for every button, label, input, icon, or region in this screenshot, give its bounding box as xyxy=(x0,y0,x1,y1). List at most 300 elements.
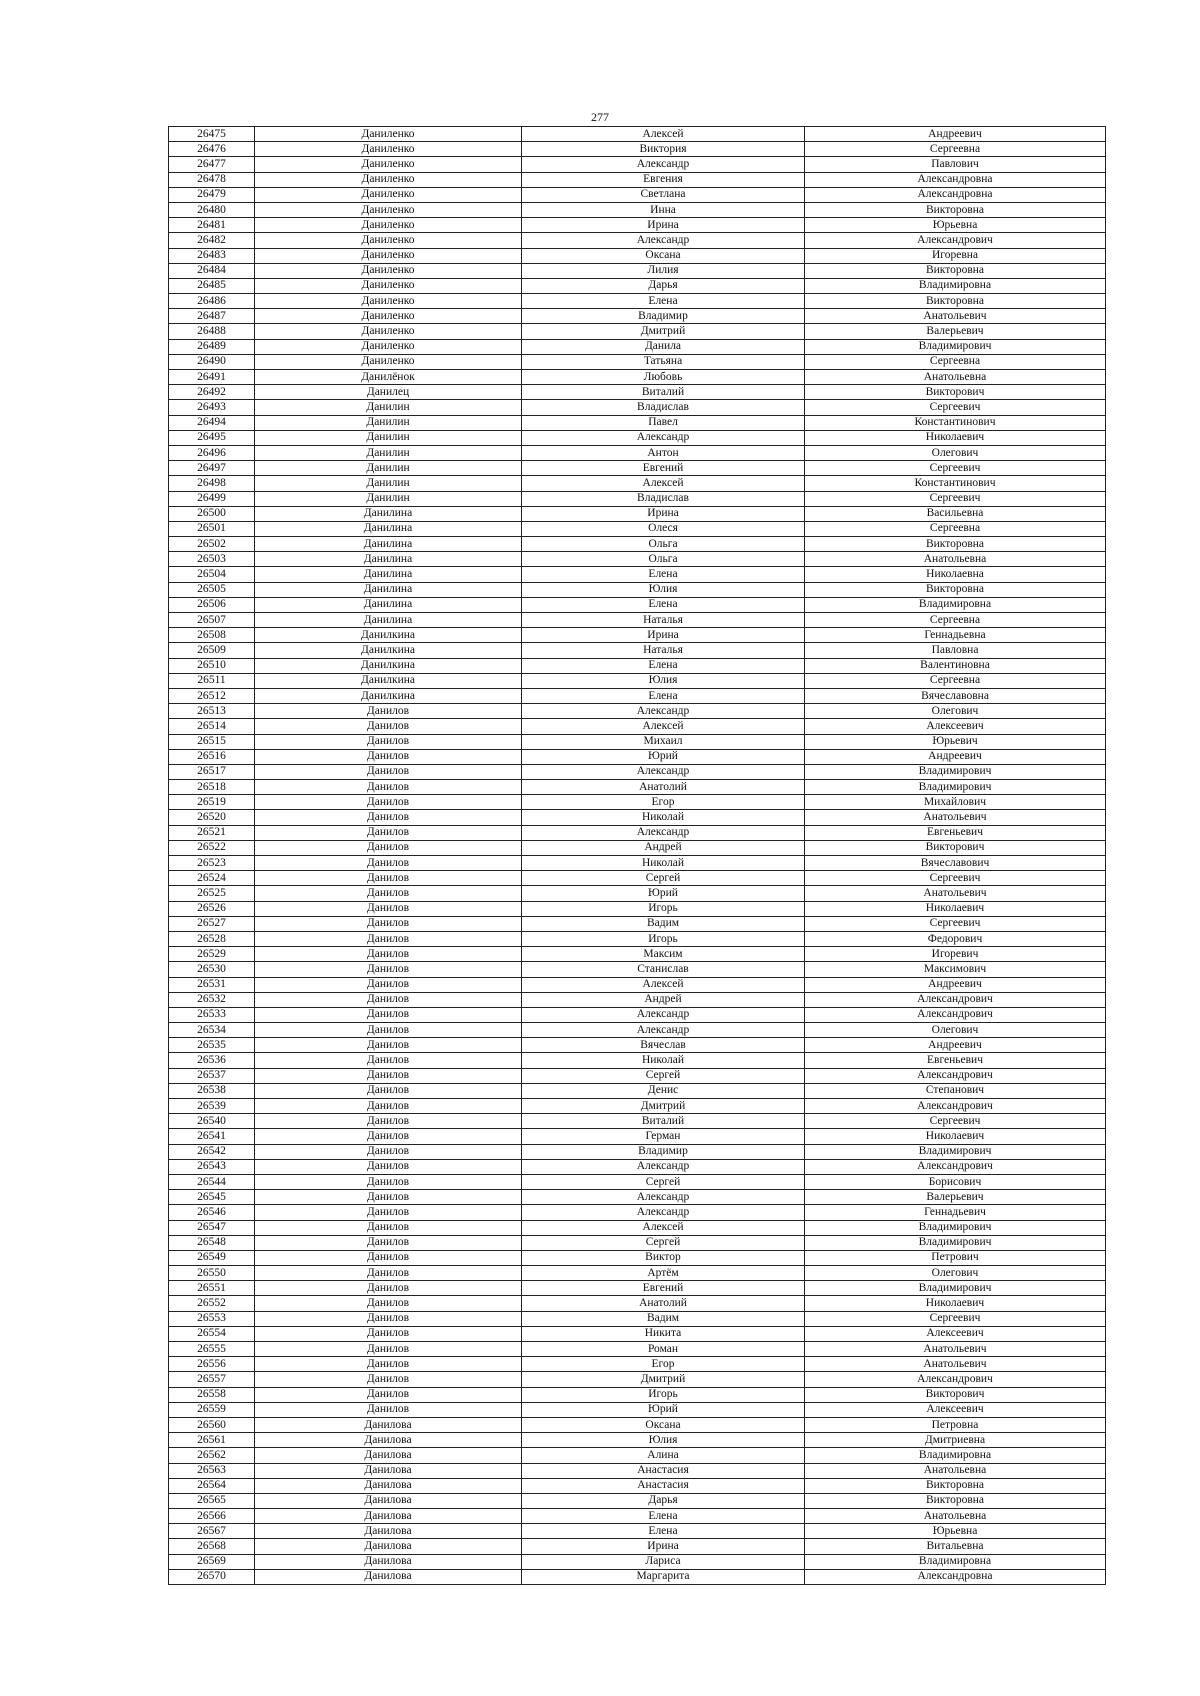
roster-body xyxy=(169,127,1106,1585)
record-number-cell: 26549 xyxy=(169,1250,255,1265)
record-number-cell: 26568 xyxy=(169,1539,255,1554)
table-row xyxy=(169,1433,1106,1448)
record-number-cell: 26489 xyxy=(169,339,255,354)
first-name-cell: Игорь xyxy=(522,931,805,946)
first-name-cell: Инна xyxy=(522,202,805,217)
last-name-cell: Даниленко xyxy=(255,354,522,369)
last-name-cell: Даниленко xyxy=(255,248,522,263)
record-number-cell: 26547 xyxy=(169,1220,255,1235)
record-number-cell: 26533 xyxy=(169,1007,255,1022)
first-name-cell: Герман xyxy=(522,1129,805,1144)
record-number-cell: 26538 xyxy=(169,1083,255,1098)
patronymic-cell: Алексеевич xyxy=(805,1402,1106,1417)
last-name-cell: Данилов xyxy=(255,1205,522,1220)
first-name-cell: Любовь xyxy=(522,370,805,385)
first-name-cell: Виталий xyxy=(522,1114,805,1129)
table-row xyxy=(169,764,1106,779)
first-name-cell: Николай xyxy=(522,1053,805,1068)
table-row xyxy=(169,916,1106,931)
table-row xyxy=(169,187,1106,202)
last-name-cell: Данилова xyxy=(255,1509,522,1524)
patronymic-cell: Петрович xyxy=(805,1250,1106,1265)
patronymic-cell: Александрович xyxy=(805,1099,1106,1114)
patronymic-cell: Степанович xyxy=(805,1083,1106,1098)
last-name-cell: Данилов xyxy=(255,1007,522,1022)
table-row xyxy=(169,172,1106,187)
table-row xyxy=(169,552,1106,567)
table-row xyxy=(169,1144,1106,1159)
first-name-cell: Владимир xyxy=(522,309,805,324)
first-name-cell: Дарья xyxy=(522,1493,805,1508)
first-name-cell: Сергей xyxy=(522,1235,805,1250)
record-number-cell: 26508 xyxy=(169,628,255,643)
record-number-cell: 26534 xyxy=(169,1023,255,1038)
patronymic-cell: Валентиновна xyxy=(805,658,1106,673)
patronymic-cell: Александрович xyxy=(805,992,1106,1007)
table-row xyxy=(169,248,1106,263)
patronymic-cell: Анатольевич xyxy=(805,1357,1106,1372)
last-name-cell: Даниленко xyxy=(255,278,522,293)
table-row xyxy=(169,385,1106,400)
last-name-cell: Данилина xyxy=(255,613,522,628)
first-name-cell: Алексей xyxy=(522,1220,805,1235)
last-name-cell: Даниленко xyxy=(255,324,522,339)
first-name-cell: Евгений xyxy=(522,461,805,476)
first-name-cell: Елена xyxy=(522,658,805,673)
record-number-cell: 26502 xyxy=(169,537,255,552)
patronymic-cell: Николаевич xyxy=(805,901,1106,916)
first-name-cell: Ирина xyxy=(522,628,805,643)
table-row xyxy=(169,1402,1106,1417)
last-name-cell: Данилин xyxy=(255,400,522,415)
last-name-cell: Данилов xyxy=(255,1053,522,1068)
record-number-cell: 26522 xyxy=(169,840,255,855)
record-number-cell: 26564 xyxy=(169,1478,255,1493)
first-name-cell: Елена xyxy=(522,1509,805,1524)
table-row xyxy=(169,734,1106,749)
patronymic-cell: Борисович xyxy=(805,1174,1106,1189)
record-number-cell: 26554 xyxy=(169,1326,255,1341)
record-number-cell: 26516 xyxy=(169,749,255,764)
last-name-cell: Данилин xyxy=(255,445,522,460)
record-number-cell: 26518 xyxy=(169,780,255,795)
last-name-cell: Данилов xyxy=(255,1387,522,1402)
table-row xyxy=(169,415,1106,430)
record-number-cell: 26515 xyxy=(169,734,255,749)
record-number-cell: 26565 xyxy=(169,1493,255,1508)
first-name-cell: Евгения xyxy=(522,172,805,187)
first-name-cell: Владислав xyxy=(522,491,805,506)
patronymic-cell: Игоревна xyxy=(805,248,1106,263)
patronymic-cell: Васильевна xyxy=(805,506,1106,521)
patronymic-cell: Викторовна xyxy=(805,1493,1106,1508)
record-number-cell: 26504 xyxy=(169,567,255,582)
record-number-cell: 26552 xyxy=(169,1296,255,1311)
first-name-cell: Юрий xyxy=(522,749,805,764)
last-name-cell: Даниленко xyxy=(255,294,522,309)
patronymic-cell: Сергеевна xyxy=(805,613,1106,628)
record-number-cell: 26525 xyxy=(169,886,255,901)
last-name-cell: Данилов xyxy=(255,871,522,886)
patronymic-cell: Сергеевич xyxy=(805,1114,1106,1129)
last-name-cell: Данилец xyxy=(255,385,522,400)
last-name-cell: Данилов xyxy=(255,840,522,855)
last-name-cell: Данилова xyxy=(255,1524,522,1539)
patronymic-cell: Александровна xyxy=(805,187,1106,202)
table-row xyxy=(169,1174,1106,1189)
table-row xyxy=(169,1159,1106,1174)
patronymic-cell: Александровна xyxy=(805,1569,1106,1584)
first-name-cell: Дмитрий xyxy=(522,324,805,339)
patronymic-cell: Анатольевна xyxy=(805,370,1106,385)
last-name-cell: Данилов xyxy=(255,1281,522,1296)
first-name-cell: Владислав xyxy=(522,400,805,415)
first-name-cell: Оксана xyxy=(522,1417,805,1432)
table-row xyxy=(169,157,1106,172)
record-number-cell: 26556 xyxy=(169,1357,255,1372)
patronymic-cell: Владимирович xyxy=(805,1144,1106,1159)
table-row xyxy=(169,491,1106,506)
first-name-cell: Алина xyxy=(522,1448,805,1463)
first-name-cell: Ирина xyxy=(522,1539,805,1554)
table-row xyxy=(169,1114,1106,1129)
patronymic-cell: Дмитриевна xyxy=(805,1433,1106,1448)
patronymic-cell: Витальевна xyxy=(805,1539,1106,1554)
first-name-cell: Александр xyxy=(522,1205,805,1220)
last-name-cell: Данилин xyxy=(255,461,522,476)
record-number-cell: 26558 xyxy=(169,1387,255,1402)
record-number-cell: 26477 xyxy=(169,157,255,172)
patronymic-cell: Владимировна xyxy=(805,1448,1106,1463)
patronymic-cell: Анатольевич xyxy=(805,1342,1106,1357)
last-name-cell: Данилов xyxy=(255,1342,522,1357)
first-name-cell: Елена xyxy=(522,688,805,703)
last-name-cell: Даниленко xyxy=(255,339,522,354)
patronymic-cell: Олегович xyxy=(805,445,1106,460)
patronymic-cell: Константинович xyxy=(805,415,1106,430)
last-name-cell: Данилкина xyxy=(255,658,522,673)
table-row xyxy=(169,719,1106,734)
first-name-cell: Наталья xyxy=(522,643,805,658)
first-name-cell: Александр xyxy=(522,1007,805,1022)
first-name-cell: Сергей xyxy=(522,1068,805,1083)
patronymic-cell: Владимирович xyxy=(805,1235,1106,1250)
last-name-cell: Данилов xyxy=(255,1159,522,1174)
patronymic-cell: Николаевич xyxy=(805,1296,1106,1311)
last-name-cell: Данилов xyxy=(255,1296,522,1311)
last-name-cell: Данилина xyxy=(255,521,522,536)
last-name-cell: Данилин xyxy=(255,476,522,491)
record-number-cell: 26491 xyxy=(169,370,255,385)
record-number-cell: 26479 xyxy=(169,187,255,202)
last-name-cell: Данилов xyxy=(255,1083,522,1098)
patronymic-cell: Андреевич xyxy=(805,1038,1106,1053)
last-name-cell: Данилов xyxy=(255,1038,522,1053)
first-name-cell: Александр xyxy=(522,1159,805,1174)
last-name-cell: Даниленко xyxy=(255,187,522,202)
last-name-cell: Данилина xyxy=(255,567,522,582)
first-name-cell: Егор xyxy=(522,795,805,810)
table-row xyxy=(169,795,1106,810)
record-number-cell: 26555 xyxy=(169,1342,255,1357)
first-name-cell: Андрей xyxy=(522,992,805,1007)
record-number-cell: 26483 xyxy=(169,248,255,263)
last-name-cell: Данилов xyxy=(255,764,522,779)
last-name-cell: Данилов xyxy=(255,916,522,931)
table-row xyxy=(169,1129,1106,1144)
patronymic-cell: Сергеевич xyxy=(805,1311,1106,1326)
patronymic-cell: Николаевич xyxy=(805,430,1106,445)
patronymic-cell: Викторович xyxy=(805,840,1106,855)
first-name-cell: Роман xyxy=(522,1342,805,1357)
last-name-cell: Данилин xyxy=(255,430,522,445)
table-row xyxy=(169,324,1106,339)
first-name-cell: Анатолий xyxy=(522,1296,805,1311)
table-row xyxy=(169,810,1106,825)
record-number-cell: 26531 xyxy=(169,977,255,992)
record-number-cell: 26507 xyxy=(169,613,255,628)
patronymic-cell: Вячеславович xyxy=(805,856,1106,871)
table-row xyxy=(169,1539,1106,1554)
patronymic-cell: Константинович xyxy=(805,476,1106,491)
record-number-cell: 26524 xyxy=(169,871,255,886)
last-name-cell: Даниленко xyxy=(255,309,522,324)
last-name-cell: Данилова xyxy=(255,1569,522,1584)
record-number-cell: 26550 xyxy=(169,1266,255,1281)
patronymic-cell: Викторовна xyxy=(805,294,1106,309)
table-row xyxy=(169,1311,1106,1326)
patronymic-cell: Сергеевна xyxy=(805,673,1106,688)
patronymic-cell: Викторовна xyxy=(805,1478,1106,1493)
first-name-cell: Алексей xyxy=(522,719,805,734)
last-name-cell: Данилкина xyxy=(255,643,522,658)
record-number-cell: 26528 xyxy=(169,931,255,946)
table-row xyxy=(169,886,1106,901)
last-name-cell: Данилов xyxy=(255,1114,522,1129)
last-name-cell: Данилина xyxy=(255,552,522,567)
record-number-cell: 26553 xyxy=(169,1311,255,1326)
table-row xyxy=(169,1205,1106,1220)
last-name-cell: Данилов xyxy=(255,886,522,901)
last-name-cell: Данилова xyxy=(255,1478,522,1493)
patronymic-cell: Викторович xyxy=(805,1387,1106,1402)
patronymic-cell: Владимирович xyxy=(805,780,1106,795)
record-number-cell: 26557 xyxy=(169,1372,255,1387)
patronymic-cell: Викторович xyxy=(805,385,1106,400)
patronymic-cell: Павловна xyxy=(805,643,1106,658)
patronymic-cell: Анатольевна xyxy=(805,1463,1106,1478)
first-name-cell: Антон xyxy=(522,445,805,460)
last-name-cell: Данилкина xyxy=(255,688,522,703)
patronymic-cell: Сергеевна xyxy=(805,354,1106,369)
last-name-cell: Данилов xyxy=(255,734,522,749)
record-number-cell: 26510 xyxy=(169,658,255,673)
record-number-cell: 26511 xyxy=(169,673,255,688)
table-row xyxy=(169,430,1106,445)
table-row xyxy=(169,582,1106,597)
last-name-cell: Данилова xyxy=(255,1493,522,1508)
patronymic-cell: Александрович xyxy=(805,1159,1106,1174)
table-row xyxy=(169,263,1106,278)
table-row xyxy=(169,825,1106,840)
last-name-cell: Даниленко xyxy=(255,172,522,187)
last-name-cell: Данилёнок xyxy=(255,370,522,385)
table-row xyxy=(169,931,1106,946)
record-number-cell: 26536 xyxy=(169,1053,255,1068)
first-name-cell: Николай xyxy=(522,810,805,825)
last-name-cell: Данилов xyxy=(255,704,522,719)
table-row xyxy=(169,294,1106,309)
table-row xyxy=(169,780,1106,795)
record-number-cell: 26535 xyxy=(169,1038,255,1053)
last-name-cell: Данилов xyxy=(255,810,522,825)
last-name-cell: Данилов xyxy=(255,1220,522,1235)
first-name-cell: Дмитрий xyxy=(522,1099,805,1114)
patronymic-cell: Анатольевна xyxy=(805,552,1106,567)
last-name-cell: Данилов xyxy=(255,749,522,764)
record-number-cell: 26542 xyxy=(169,1144,255,1159)
table-row xyxy=(169,871,1106,886)
first-name-cell: Анастасия xyxy=(522,1463,805,1478)
patronymic-cell: Сергеевич xyxy=(805,871,1106,886)
patronymic-cell: Николаевич xyxy=(805,1129,1106,1144)
last-name-cell: Данилов xyxy=(255,1099,522,1114)
first-name-cell: Алексей xyxy=(522,977,805,992)
first-name-cell: Сергей xyxy=(522,871,805,886)
patronymic-cell: Олегович xyxy=(805,704,1106,719)
record-number-cell: 26506 xyxy=(169,597,255,612)
table-row xyxy=(169,1235,1106,1250)
record-number-cell: 26545 xyxy=(169,1190,255,1205)
table-row xyxy=(169,658,1106,673)
table-row xyxy=(169,142,1106,157)
table-row xyxy=(169,1023,1106,1038)
table-row xyxy=(169,537,1106,552)
last-name-cell: Данилов xyxy=(255,1372,522,1387)
first-name-cell: Вадим xyxy=(522,916,805,931)
patronymic-cell: Сергеевна xyxy=(805,142,1106,157)
table-row xyxy=(169,1372,1106,1387)
record-number-cell: 26532 xyxy=(169,992,255,1007)
patronymic-cell: Андреевич xyxy=(805,977,1106,992)
last-name-cell: Даниленко xyxy=(255,263,522,278)
first-name-cell: Сергей xyxy=(522,1174,805,1189)
last-name-cell: Даниленко xyxy=(255,218,522,233)
table-row xyxy=(169,597,1106,612)
record-number-cell: 26540 xyxy=(169,1114,255,1129)
table-row xyxy=(169,1342,1106,1357)
first-name-cell: Александр xyxy=(522,764,805,779)
record-number-cell: 26559 xyxy=(169,1402,255,1417)
page-number: 277 xyxy=(591,110,609,124)
table-row xyxy=(169,1083,1106,1098)
first-name-cell: Максим xyxy=(522,947,805,962)
last-name-cell: Данилов xyxy=(255,1068,522,1083)
record-number-cell: 26505 xyxy=(169,582,255,597)
patronymic-cell: Геннадьевна xyxy=(805,628,1106,643)
table-row xyxy=(169,339,1106,354)
last-name-cell: Данилов xyxy=(255,1129,522,1144)
table-row xyxy=(169,1524,1106,1539)
table-row xyxy=(169,901,1106,916)
patronymic-cell: Сергеевна xyxy=(805,521,1106,536)
table-row xyxy=(169,309,1106,324)
record-number-cell: 26544 xyxy=(169,1174,255,1189)
first-name-cell: Игорь xyxy=(522,1387,805,1402)
record-number-cell: 26497 xyxy=(169,461,255,476)
patronymic-cell: Олегович xyxy=(805,1266,1106,1281)
first-name-cell: Александр xyxy=(522,1190,805,1205)
patronymic-cell: Евгеньевич xyxy=(805,825,1106,840)
last-name-cell: Данилова xyxy=(255,1463,522,1478)
patronymic-cell: Николаевна xyxy=(805,567,1106,582)
patronymic-cell: Викторовна xyxy=(805,263,1106,278)
patronymic-cell: Владимировна xyxy=(805,278,1106,293)
first-name-cell: Виталий xyxy=(522,385,805,400)
patronymic-cell: Александрович xyxy=(805,1372,1106,1387)
first-name-cell: Татьяна xyxy=(522,354,805,369)
first-name-cell: Игорь xyxy=(522,901,805,916)
last-name-cell: Данилов xyxy=(255,780,522,795)
first-name-cell: Елена xyxy=(522,294,805,309)
table-row xyxy=(169,1493,1106,1508)
patronymic-cell: Федорович xyxy=(805,931,1106,946)
first-name-cell: Елена xyxy=(522,597,805,612)
last-name-cell: Данилов xyxy=(255,856,522,871)
record-number-cell: 26519 xyxy=(169,795,255,810)
record-number-cell: 26543 xyxy=(169,1159,255,1174)
last-name-cell: Данилов xyxy=(255,901,522,916)
table-row xyxy=(169,688,1106,703)
table-row xyxy=(169,613,1106,628)
patronymic-cell: Максимович xyxy=(805,962,1106,977)
patronymic-cell: Вячеславовна xyxy=(805,688,1106,703)
table-row xyxy=(169,218,1106,233)
table-row xyxy=(169,856,1106,871)
last-name-cell: Данилов xyxy=(255,931,522,946)
last-name-cell: Данилов xyxy=(255,1266,522,1281)
record-number-cell: 26478 xyxy=(169,172,255,187)
first-name-cell: Андрей xyxy=(522,840,805,855)
first-name-cell: Юлия xyxy=(522,582,805,597)
first-name-cell: Анатолий xyxy=(522,780,805,795)
patronymic-cell: Владимировна xyxy=(805,1554,1106,1569)
table-row xyxy=(169,1099,1106,1114)
table-row xyxy=(169,1038,1106,1053)
first-name-cell: Ирина xyxy=(522,218,805,233)
first-name-cell: Владимир xyxy=(522,1144,805,1159)
table-row xyxy=(169,1417,1106,1432)
patronymic-cell: Валерьевич xyxy=(805,1190,1106,1205)
last-name-cell: Данилов xyxy=(255,1402,522,1417)
record-number-cell: 26496 xyxy=(169,445,255,460)
table-row xyxy=(169,1554,1106,1569)
last-name-cell: Даниленко xyxy=(255,142,522,157)
first-name-cell: Юрий xyxy=(522,886,805,901)
first-name-cell: Олеся xyxy=(522,521,805,536)
patronymic-cell: Сергеевич xyxy=(805,916,1106,931)
last-name-cell: Данилина xyxy=(255,582,522,597)
record-number-cell: 26480 xyxy=(169,202,255,217)
first-name-cell: Николай xyxy=(522,856,805,871)
roster-table xyxy=(168,126,1106,1585)
record-number-cell: 26514 xyxy=(169,719,255,734)
last-name-cell: Данилина xyxy=(255,597,522,612)
patronymic-cell: Владимирович xyxy=(805,339,1106,354)
patronymic-cell: Геннадьевич xyxy=(805,1205,1106,1220)
first-name-cell: Юрий xyxy=(522,1402,805,1417)
record-number-cell: 26500 xyxy=(169,506,255,521)
